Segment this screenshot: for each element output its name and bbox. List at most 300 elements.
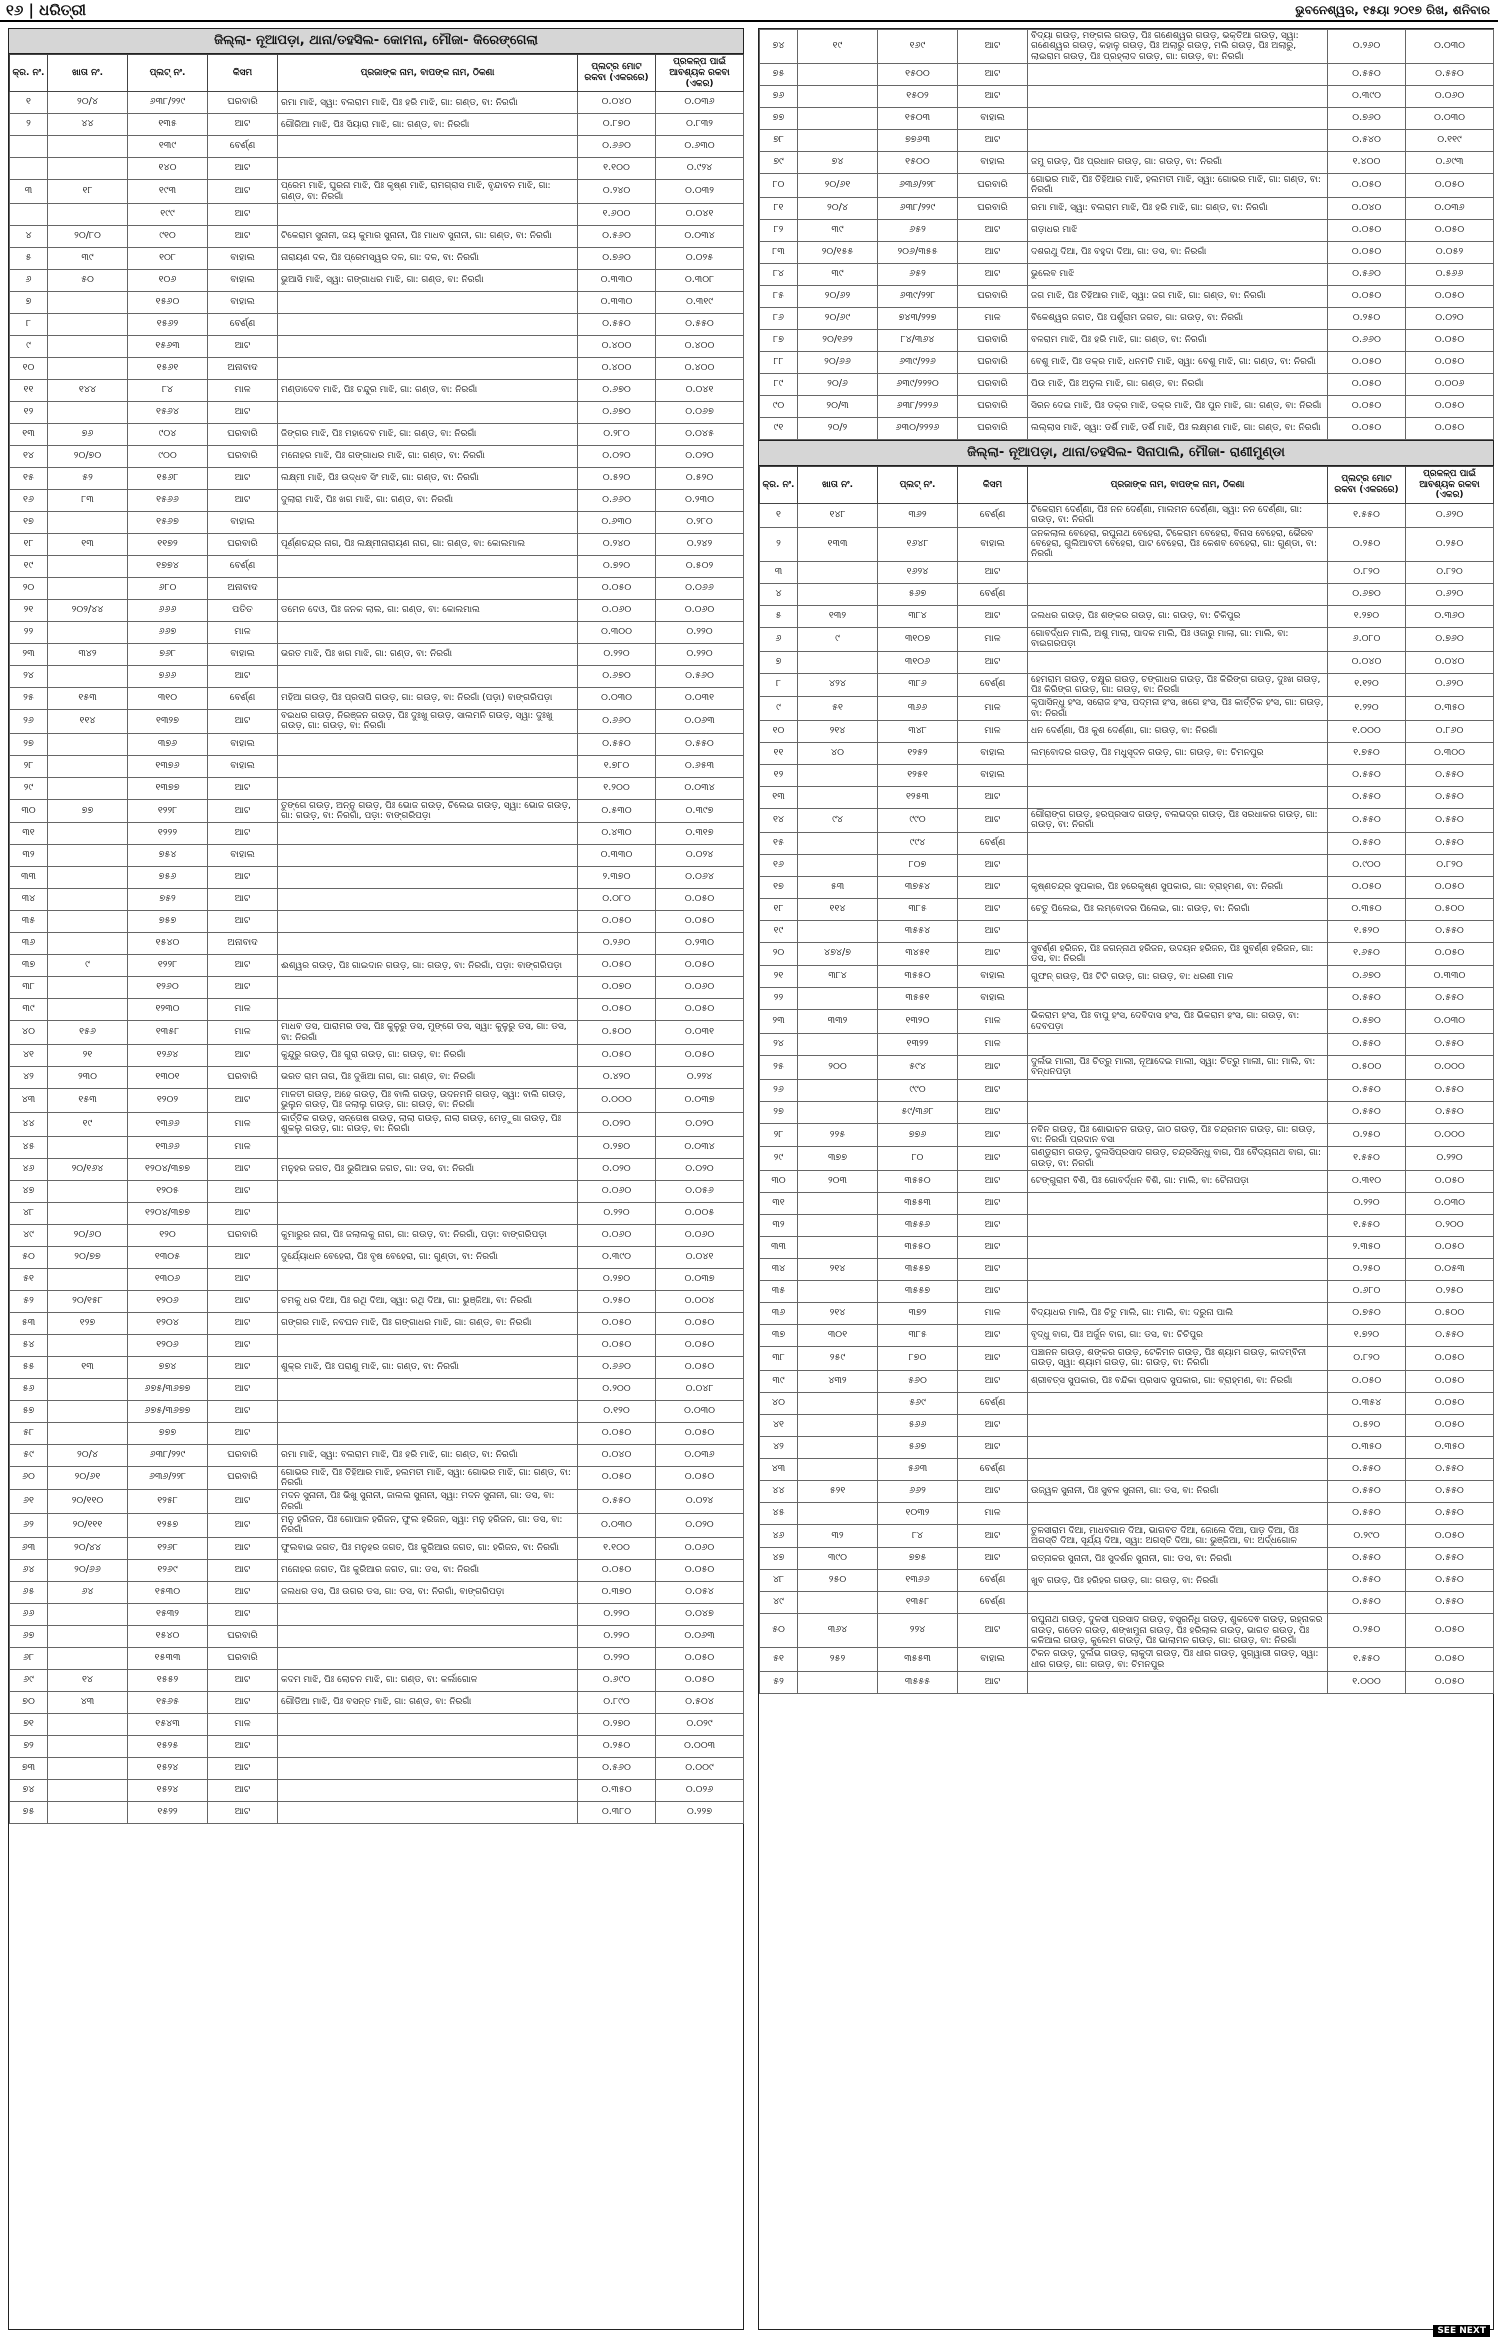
table-row	[10, 1067, 744, 1089]
khata-cell	[48, 1779, 128, 1801]
kisam-cell: ଆଟ	[208, 1490, 278, 1514]
total-area-cell: ୦.୦୫୦	[578, 578, 656, 600]
required-area-cell: ୦.୦୫୦	[1406, 1370, 1494, 1392]
owner-cell: ମନୋହର ଜଗତ, ପିଃ କୁରିଆର ଜଗତ, ଗା: ଡସ, ବା: ନିରଗାଁ	[278, 1559, 578, 1581]
serial-cell: ୩୩	[760, 1237, 798, 1259]
table-row	[10, 1378, 744, 1400]
table-row	[760, 285, 1494, 307]
required-area-cell: ୦.୫୫୦	[656, 733, 744, 755]
required-area-cell: ୦.୦୩୪	[656, 226, 744, 248]
serial-cell: ୧୬	[760, 854, 798, 876]
total-area-cell: ୦.୩୯୦	[1328, 86, 1406, 108]
owner-cell	[278, 1202, 578, 1224]
table-row	[760, 1436, 1494, 1458]
required-area-cell: ୦.୦୦୫	[656, 1202, 744, 1224]
kisam-cell: ଅନାବାଦ	[208, 578, 278, 600]
kisam-cell: ପତିତ	[208, 600, 278, 622]
total-area-cell: ୧.୫୫୦	[1328, 1215, 1406, 1237]
table-row	[10, 1290, 744, 1312]
plot-cell: ୩୫୫୪	[878, 920, 958, 942]
serial-cell: ୨୨	[10, 622, 48, 644]
total-area-cell: ୦.୨୫୦	[578, 1735, 656, 1757]
required-area-cell: ୦.୦୩୧	[656, 1021, 744, 1045]
table-row	[10, 1224, 744, 1246]
table-row	[760, 808, 1494, 832]
owner-cell: ଭୁଲେବ ମାଝି	[1028, 263, 1328, 285]
required-area-cell: ୦.୦୬୦	[1406, 86, 1494, 108]
kisam-cell: ଘରବାରି	[958, 329, 1028, 351]
plot-cell: ୬୬୭	[128, 622, 208, 644]
owner-cell: ବୃଦ୍ଧୁ ବାଗ, ପିଃ ଅର୍ଜୁନ ବାଗ, ଗା: ଡସ, ବା: ଚିଚିପୁର	[1028, 1325, 1328, 1347]
serial-cell: ୩୬	[760, 1303, 798, 1325]
serial-cell: ୫୬	[10, 1378, 48, 1400]
total-area-cell: ୦.୦୪୦	[578, 1444, 656, 1466]
kisam-cell: ବେର୍ଣ୍ଣ	[208, 556, 278, 578]
plot-cell: ୬୮୦	[128, 578, 208, 600]
required-area-cell: ୦.୦୫୦	[656, 889, 744, 911]
plot-cell: ୧୫୬୬	[128, 490, 208, 512]
owner-cell	[278, 977, 578, 999]
total-area-cell: ୦.୭୫୦	[1328, 1303, 1406, 1325]
khata-cell: ୫୨	[48, 468, 128, 490]
serial-cell: ୪୩	[10, 1089, 48, 1113]
kisam-cell: ମାଳ	[958, 1033, 1028, 1055]
plot-cell: ୧୫୬୭	[128, 512, 208, 534]
kisam-cell: ଆଟ	[958, 1147, 1028, 1171]
total-area-cell: ୦.୩୩୦	[578, 292, 656, 314]
required-area-cell: ୦.୦୨୦	[656, 1112, 744, 1136]
required-area-cell: ୦.୦୨୦	[656, 1158, 744, 1180]
total-area-cell: ୦.୦୨୦	[578, 446, 656, 468]
total-area-cell: ୦.୦୬୦	[578, 600, 656, 622]
khata-cell: ୧୯	[48, 1112, 128, 1136]
kisam-cell: ବାହାଲ	[958, 966, 1028, 988]
khata-cell: ୩୭୭	[798, 1147, 878, 1171]
plot-cell: ୬୩୯/୨୨୮	[878, 285, 958, 307]
serial-cell: ୫୩	[10, 1312, 48, 1334]
owner-cell	[278, 556, 578, 578]
plot-cell: ୩୮୫	[878, 898, 958, 920]
owner-cell: ଜନକଲାଲ ବେହେରା, ରଘୁନାଥ ବେହେରା, ଟିକେରାମ ବେହେରା, ବିନାସ ବେହେରା, ଭୈରବ ବେହେରା, ଗୁଲିଆବତୀ ବେହେରା, ପାଟ ବେହେରା, ପିଃ କେଶବ ବେହେରା, ଗା: ଗୁଣ୍ଡା, ବା: ନିରଗାଁ	[1028, 527, 1328, 561]
owner-cell	[1028, 1436, 1328, 1458]
total-area-cell: ୦.୫୫୦	[1328, 1480, 1406, 1502]
owner-cell	[1028, 1193, 1328, 1215]
required-area-cell: ୦.୦୫୨	[1406, 241, 1494, 263]
required-area-cell: ୦.୦୫୦	[1406, 1347, 1494, 1371]
plot-cell: ୧୩୨୭	[128, 710, 208, 734]
total-area-cell: ୦.୦୫୦	[1328, 174, 1406, 198]
owner-cell	[1028, 86, 1328, 108]
total-area-cell: ୧.୫୨୦	[1328, 920, 1406, 942]
required-area-cell: ୦.୮୩୨	[656, 114, 744, 136]
owner-cell: ଜଲଧର ଗଉଡ଼, ପିଃ ଶଙ୍କର ଗଉଡ଼, ଗା: ଗଉଡ଼, ବା: ଚିକିପୁର	[1028, 605, 1328, 627]
khata-cell	[48, 777, 128, 799]
serial-cell: ୨୯	[760, 1147, 798, 1171]
total-area-cell: ୦.୦୫୦	[1328, 417, 1406, 439]
plot-cell: ୯୦୦	[128, 446, 208, 468]
table-row	[10, 1202, 744, 1224]
table-row	[10, 336, 744, 358]
table-row	[760, 263, 1494, 285]
plot-cell: ୬୩୯/୨୨୨୦	[878, 373, 958, 395]
serial-cell: ୩୪	[760, 1259, 798, 1281]
plot-cell: ୧୨୦୪/୩୭୭	[128, 1158, 208, 1180]
table-row	[760, 876, 1494, 898]
serial-cell: ୩୧	[10, 823, 48, 845]
kisam-cell: ଆଟ	[958, 1672, 1028, 1694]
serial-cell: ୫୦	[10, 1246, 48, 1268]
plot-cell: ୧୩୫	[128, 114, 208, 136]
required-area-cell: ୦.୫୨୦	[656, 468, 744, 490]
owner-cell: କୁନ୍ଦୁରୁ ଗଉଡ଼, ପିଃ ଗୁରା ଗଉଡ଼, ଗା: ଗଉଡ଼, ବା: ନିରଗାଁ	[278, 1045, 578, 1067]
total-area-cell: ୦.୦୫୦	[578, 955, 656, 977]
plot-cell: ୩୫୫୧	[878, 988, 958, 1010]
serial-cell: ୫୯	[10, 1444, 48, 1466]
kisam-cell: ଆଟ	[208, 1312, 278, 1334]
total-area-cell: ୧.୧୦୦	[578, 158, 656, 180]
kisam-cell: ମାଳ	[208, 622, 278, 644]
total-area-cell: ୦.୨୨୦	[578, 1647, 656, 1669]
kisam-cell: ମାଳ	[958, 720, 1028, 742]
plot-cell: ୭୪୩/୨୨୭	[878, 307, 958, 329]
total-area-cell: ୦.୨୨୦	[1328, 1193, 1406, 1215]
serial-cell: ୬	[10, 270, 48, 292]
required-area-cell: ୦.୦୨୦	[656, 1513, 744, 1537]
serial-cell: ୬୧	[10, 1490, 48, 1514]
owner-cell	[278, 933, 578, 955]
serial-cell: ୩୪	[10, 889, 48, 911]
khata-cell	[48, 622, 128, 644]
required-area-cell: ୦.୫୫୦	[656, 314, 744, 336]
plot-cell: ୧୫୬୮	[128, 468, 208, 490]
serial-cell: ୪୯	[760, 1592, 798, 1614]
kisam-cell: ବାହାଲ	[958, 152, 1028, 174]
owner-cell	[278, 1400, 578, 1422]
khata-cell	[48, 578, 128, 600]
owner-cell: ଲଲ୍ଲାସ ମାଝି, ସ୍ୱା: ଡର୍ଶି ମାଝି, ଡର୍ଶି ମାଝି, ପିଃ ଲକ୍ଷ୍ମଣ ମାଝି, ଗା: ଗଣ୍ଡ, ବା: ନିରଗାଁ	[1028, 417, 1328, 439]
khata-cell	[48, 1136, 128, 1158]
plot-cell: ୯୯୦	[878, 808, 958, 832]
table-row	[760, 1055, 1494, 1079]
required-area-cell: ୦.୦୪୮	[656, 1378, 744, 1400]
required-area-cell: ୦.୦୪୫	[656, 424, 744, 446]
kisam-cell: ମାଳ	[958, 1303, 1028, 1325]
khata-cell	[798, 988, 878, 1010]
required-area-cell: ୦.୦୪୧	[656, 380, 744, 402]
owner-cell	[1028, 1592, 1328, 1614]
required-area-cell: ୦.୦୬୦	[656, 977, 744, 999]
serial-cell: ୧୧	[760, 742, 798, 764]
plot-cell: ୫୬୬	[878, 1414, 958, 1436]
plot-cell: ୧୩୨୦	[878, 1010, 958, 1034]
table-row	[10, 1779, 744, 1801]
table-row	[760, 786, 1494, 808]
required-area-cell: ୦.୩୩୦	[1406, 966, 1494, 988]
khata-cell	[48, 136, 128, 158]
kisam-cell: ଆଟ	[208, 911, 278, 933]
owner-cell	[278, 622, 578, 644]
serial-cell: ୧	[760, 504, 798, 528]
khata-cell	[48, 1400, 128, 1422]
table-row	[760, 1614, 1494, 1648]
required-area-cell: ୦.୬୫୩	[656, 755, 744, 777]
serial-cell: ୫୫	[10, 1356, 48, 1378]
serial-cell: ୬୭	[10, 1625, 48, 1647]
required-area-cell: ୦.୩୯୭	[656, 799, 744, 823]
required-area-cell: ୦.୪୦୦	[656, 336, 744, 358]
total-area-cell: ୦.୫୫୦	[1328, 1033, 1406, 1055]
required-area-cell: ୦.୨୪୨	[656, 534, 744, 556]
kisam-cell: ଘରବାରି	[208, 1224, 278, 1246]
owner-cell: ବଳରାମ ମାଝି, ପିଃ ହରି ମାଝି, ଗା: ଗଣ୍ଡ, ବା: ନିରଗାଁ	[1028, 329, 1328, 351]
table-row	[760, 1392, 1494, 1414]
kisam-cell: ଘରବାରି	[958, 373, 1028, 395]
plot-cell: ୧୬୯	[878, 30, 958, 64]
total-area-cell: ୦.୦୫୦	[578, 911, 656, 933]
required-area-cell: ୦.୦୬୦	[656, 1537, 744, 1559]
total-area-cell: ୦.୪୨୦	[578, 1067, 656, 1089]
khata-cell: ୬୪	[48, 1581, 128, 1603]
owner-cell: ଟିକେରାମ ସୁନାନୀ, ଜୟ କୁମାର ସୁନାନୀ, ପିଃ ମାଧବ ସୁନାନୀ, ଗା: ଗଣ୍ଡ, ବା: ନିରଗାଁ	[278, 226, 578, 248]
serial-cell: ୩୯	[760, 1370, 798, 1392]
kisam-cell: ଘରବାରି	[208, 1444, 278, 1466]
kisam-cell: ବାହାଲ	[958, 527, 1028, 561]
table-row	[10, 1246, 744, 1268]
kisam-cell: ମାଳ	[208, 999, 278, 1021]
kisam-cell: ଆଟ	[208, 955, 278, 977]
kisam-cell: ଆଟ	[958, 1055, 1028, 1079]
plot-cell: ୭୫୨	[128, 889, 208, 911]
kisam-cell: ବାହାଲ	[208, 644, 278, 666]
table-row	[760, 742, 1494, 764]
left-table-body	[10, 92, 744, 1823]
serial-cell: ୮୨	[760, 219, 798, 241]
kisam-cell: ବାହାଲ	[208, 292, 278, 314]
owner-cell: ଶ୍ରୀବତ୍ସ ସୁପକାର, ପିଃ ବନ୍ଦିକା ପ୍ରସାଦ ସୁପକାର, ଗା: ବ୍ରାହ୍ମଣ, ବା: ନିରଗାଁ	[1028, 1370, 1328, 1392]
plot-cell: ୫୬୯	[878, 1392, 958, 1414]
total-area-cell: ୦.୨୭୦	[578, 1268, 656, 1290]
required-area-cell: ୦.୦୩୦	[1406, 1193, 1494, 1215]
plot-cell: ୧୫୨୫	[128, 1735, 208, 1757]
total-area-cell: ୦.୦୮୦	[578, 889, 656, 911]
plot-cell: ୧୫୦୦	[878, 152, 958, 174]
khata-cell	[48, 204, 128, 226]
kisam-cell: ଆଟ	[958, 942, 1028, 966]
required-area-cell: ୦.୨୫୦	[1406, 527, 1494, 561]
table-row	[10, 688, 744, 710]
serial-cell: ୩୨	[760, 1215, 798, 1237]
khata-cell: ୧୫୩	[48, 1089, 128, 1113]
required-area-cell: ୦.୨୨୭	[656, 1801, 744, 1823]
khata-cell	[48, 1334, 128, 1356]
table-row	[10, 1112, 744, 1136]
owner-cell: ଗୋଭର ମାଝି, ପିଃ ତିହିଆର ମାଝି, ହଲମତୀ ମାଝି, ସ୍ୱା: ଗୋଭର ମାଝି, ଗା: ଗଣ୍ଡ, ବା: ନିରଗାଁ	[278, 1466, 578, 1490]
total-area-cell: ୦.୦୬୦	[578, 1224, 656, 1246]
required-area-cell: ୦.୫୫୦	[1406, 988, 1494, 1010]
required-area-cell: ୦.୦୦୪	[656, 1290, 744, 1312]
total-area-cell: ୦.୦୫୦	[578, 1334, 656, 1356]
table-row	[10, 666, 744, 688]
kisam-cell: ବାହାଲ	[208, 270, 278, 292]
total-area-cell: ୦.୫୫୦	[1328, 1592, 1406, 1614]
plot-cell: ୩୧୦୬	[878, 651, 958, 673]
table-row	[760, 30, 1494, 64]
kisam-cell: ବାହାଲ	[208, 845, 278, 867]
total-area-cell: ୦.୨୨୦	[578, 1625, 656, 1647]
khata-cell	[48, 1713, 128, 1735]
kisam-cell: ମାଳ	[208, 1021, 278, 1045]
total-area-cell: ୦.୨୭୦	[578, 1136, 656, 1158]
total-area-cell: ୦.୬୬୦	[578, 710, 656, 734]
khata-cell: ୩୯	[798, 263, 878, 285]
kisam-cell: ଆଟ	[208, 1603, 278, 1625]
owner-cell	[278, 999, 578, 1021]
table-row	[10, 1136, 744, 1158]
plot-cell: ୧୫୦୦	[878, 64, 958, 86]
total-area-cell: ୦.୨୨୦	[578, 644, 656, 666]
khata-cell: ୨୦/୧୧୧	[48, 1513, 128, 1537]
kisam-cell: ବାହାଲ	[958, 742, 1028, 764]
total-area-cell: ୦.୫୫୦	[1328, 64, 1406, 86]
plot-cell: ୧୫୪୦	[128, 1625, 208, 1647]
owner-cell: ରମା ମାଝି, ସ୍ୱା: ବଲରାମ ମାଝି, ପିଃ ହରି ମାଝି, ଗା: ଗଣ୍ଡ, ବା: ନିରଗାଁ	[278, 1444, 578, 1466]
khata-cell: ୨୧	[48, 1045, 128, 1067]
table-row	[10, 136, 744, 158]
kisam-cell: ଆଟ	[208, 1268, 278, 1290]
kisam-cell: ଆଟ	[958, 920, 1028, 942]
serial-cell	[10, 204, 48, 226]
table-row	[10, 1691, 744, 1713]
total-area-cell: ୦.୫୨୦	[578, 468, 656, 490]
plot-cell: ୨୦୬/୩୫୫	[878, 241, 958, 263]
owner-cell	[278, 1779, 578, 1801]
total-area-cell: ୦.୦୫୦	[578, 1466, 656, 1490]
serial-cell: ୬୩	[10, 1537, 48, 1559]
khata-cell	[48, 1647, 128, 1669]
column-header-total-area: ପ୍ଲଟ୍ର ମୋଟ ରକବା (ଏକରରେ)	[578, 55, 656, 92]
plot-cell: ୧୨୨୮	[128, 799, 208, 823]
table-row	[760, 627, 1494, 651]
required-area-cell: ୦.୦୨୦	[656, 446, 744, 468]
owner-cell: ମାଧବ ଡସ, ପାରାମର ଡସ, ପିଃ କୁଳୁରୁ ଡସ, ମୁଙ୍ଗେ ଡସ, ସ୍ୱା: କୁଳୁରୁ ଡସ, ଗା: ଡସ, ବା: ନିରଗାଁ	[278, 1021, 578, 1045]
owner-cell	[278, 136, 578, 158]
kisam-cell: ମାଳ	[958, 1010, 1028, 1034]
owner-cell: ଗୌରାଙ୍ଗ ଗଉଡ଼, ହରପ୍ରସାଦ ଗଉଡ଼, ବଲଭଦ୍ର ଗଉଡ଼, ପିଃ ସରଧାକର ଗଉଡ଼, ଗା: ଗଉଡ଼, ବା: ନିରଗାଁ	[1028, 808, 1328, 832]
kisam-cell: ବେର୍ଣ୍ଣ	[958, 673, 1028, 697]
table-row	[10, 1180, 744, 1202]
plot-cell: ୧୩୦୬	[128, 1268, 208, 1290]
total-area-cell: ୦.୦୫୦	[578, 1559, 656, 1581]
kisam-cell: ଆଟ	[208, 336, 278, 358]
required-area-cell: ୦.୦୫୩	[1406, 1259, 1494, 1281]
khata-cell: ୩୨	[798, 1524, 878, 1548]
required-area-cell: ୦.୦୨୫	[656, 248, 744, 270]
total-area-cell: ୧.୫୫୦	[1328, 1147, 1406, 1171]
total-area-cell: ୧.୨୦୦	[578, 777, 656, 799]
total-area-cell: ୦.୦୫୦	[578, 1045, 656, 1067]
total-area-cell: ୦.୬୭୦	[578, 666, 656, 688]
khata-cell	[798, 1436, 878, 1458]
required-area-cell: ୦.୦୩୬	[656, 1444, 744, 1466]
total-area-cell: ୦.୦୫୦	[1328, 241, 1406, 263]
khata-cell: ୫୦	[48, 270, 128, 292]
kisam-cell: ଆଟ	[208, 490, 278, 512]
serial-cell: ୧୬	[10, 490, 48, 512]
khata-cell	[48, 1735, 128, 1757]
plot-cell: ୬୩୯/୨୨୬	[878, 351, 958, 373]
khata-cell: ୩୯	[48, 248, 128, 270]
khata-cell: ୨୦/୧୬୨	[798, 329, 878, 351]
plot-cell: ୧୨୨୨	[128, 823, 208, 845]
total-area-cell: ୦.୫୫୦	[1328, 832, 1406, 854]
required-area-cell: ୦.୦୫୦	[656, 999, 744, 1021]
total-area-cell: ୧.୬୫୦	[1328, 942, 1406, 966]
table-row	[10, 955, 744, 977]
required-area-cell: ୦.୦୫୦	[1406, 285, 1494, 307]
kisam-cell: ଆଟ	[958, 605, 1028, 627]
plot-cell: ୩୮୪	[878, 605, 958, 627]
table-row	[760, 152, 1494, 174]
kisam-cell: ଆଟ	[958, 219, 1028, 241]
kisam-cell: ଘରବାରି	[208, 1647, 278, 1669]
required-area-cell: ୦.୦୫୦	[656, 1647, 744, 1669]
plot-cell: ୧୨୦୫	[128, 1180, 208, 1202]
owner-cell: ଖୁବ ଗଉଡ଼, ପିଃ ହରିହର ଗଉଡ଼, ଗା: ଗଉଡ଼, ବା: ନିରଗାଁ	[1028, 1570, 1328, 1592]
plot-cell: ୧୩୬୬	[878, 1570, 958, 1592]
khata-cell	[798, 854, 878, 876]
plot-cell: ୭୭୭	[128, 1422, 208, 1444]
serial-cell: ୩୦	[760, 1171, 798, 1193]
table-row	[760, 673, 1494, 697]
plot-cell: ୩୫୫୫	[878, 1672, 958, 1694]
owner-cell	[278, 512, 578, 534]
total-area-cell: ୧.୭୨୦	[1328, 1325, 1406, 1347]
required-area-cell: ୦.୦୬୪	[656, 867, 744, 889]
required-area-cell: ୦.୦୫୦	[656, 1356, 744, 1378]
owner-cell: ଗଙ୍ଗର ମାଝି, ନବଘନ ମାଝି, ପିଃ ଗଙ୍ଗାଧର ମାଝି, ଗା: ଗଣ୍ଡ, ବା: ନିରଗାଁ	[278, 1312, 578, 1334]
required-area-cell: ୦.୦୨୯	[656, 1713, 744, 1735]
khata-cell: ୨୧୪	[798, 720, 878, 742]
required-area-cell: ୦.୦୫୦	[1406, 1648, 1494, 1672]
right-top-table	[759, 29, 1494, 440]
total-area-cell: ୦.୨୪୦	[578, 180, 656, 204]
kisam-cell: ଆଟ	[958, 64, 1028, 86]
column-header-required-area: ପ୍ରକଳ୍ପ ପାଇଁ ଆବଶ୍ୟକ ରକବା (ଏକର)	[1406, 466, 1494, 503]
total-area-cell: ୦.୬୮୦	[1328, 1281, 1406, 1303]
required-area-cell: ୦.୨୫୦	[1406, 1281, 1494, 1303]
total-area-cell: ୦.୭୬୦	[578, 248, 656, 270]
serial-cell: ୧୯	[760, 920, 798, 942]
owner-cell: ଭରତ ରାମ ନାଗ, ପିଃ ଦୁଖିଆ ନାଗ, ଗା: ଗଣ୍ଡ, ବା: ନିରଗାଁ	[278, 1067, 578, 1089]
table-row	[10, 1559, 744, 1581]
owner-cell: ଦୁର୍ଲଭ ମାଲୀ, ପିଃ ଚିତ୍ରୁ ମାଲୀ, ନୂଆଦେଇ ମାଲୀ, ସ୍ୱା: ଚିତ୍ରୁ ମାଲୀ, ଗା: ମାଲି, ବା: ବନ୍ଧନପଡ଼ା	[1028, 1055, 1328, 1079]
total-area-cell: ୦.୨୨୦	[578, 1603, 656, 1625]
required-area-cell: ୦.୦୨୪	[656, 1490, 744, 1514]
khata-cell: ୨୩୦	[48, 1067, 128, 1089]
total-area-cell: ୦.୩୫୦	[1328, 898, 1406, 920]
owner-cell: ଚେତୁ ପିଲେଇ, ପିଃ ଲମ୍ବୋଦର ପିଲେଇ, ଗା: ଗଉଡ଼, ବା: ନିରଗାଁ	[1028, 898, 1328, 920]
total-area-cell: ୬.୦୮୦	[1328, 627, 1406, 651]
required-area-cell: ୦.୫୫୦	[1406, 1570, 1494, 1592]
serial-cell: ୪	[10, 226, 48, 248]
serial-cell: ୬୨	[10, 1513, 48, 1537]
total-area-cell: ୦.୦୫୦	[1328, 876, 1406, 898]
table-row	[760, 697, 1494, 721]
plot-cell: ୬୩୬/୨୨୮	[128, 1466, 208, 1490]
khata-cell	[798, 786, 878, 808]
required-area-cell: ୦.୪୦୦	[656, 358, 744, 380]
plot-cell: ୧୩୭୭	[128, 777, 208, 799]
